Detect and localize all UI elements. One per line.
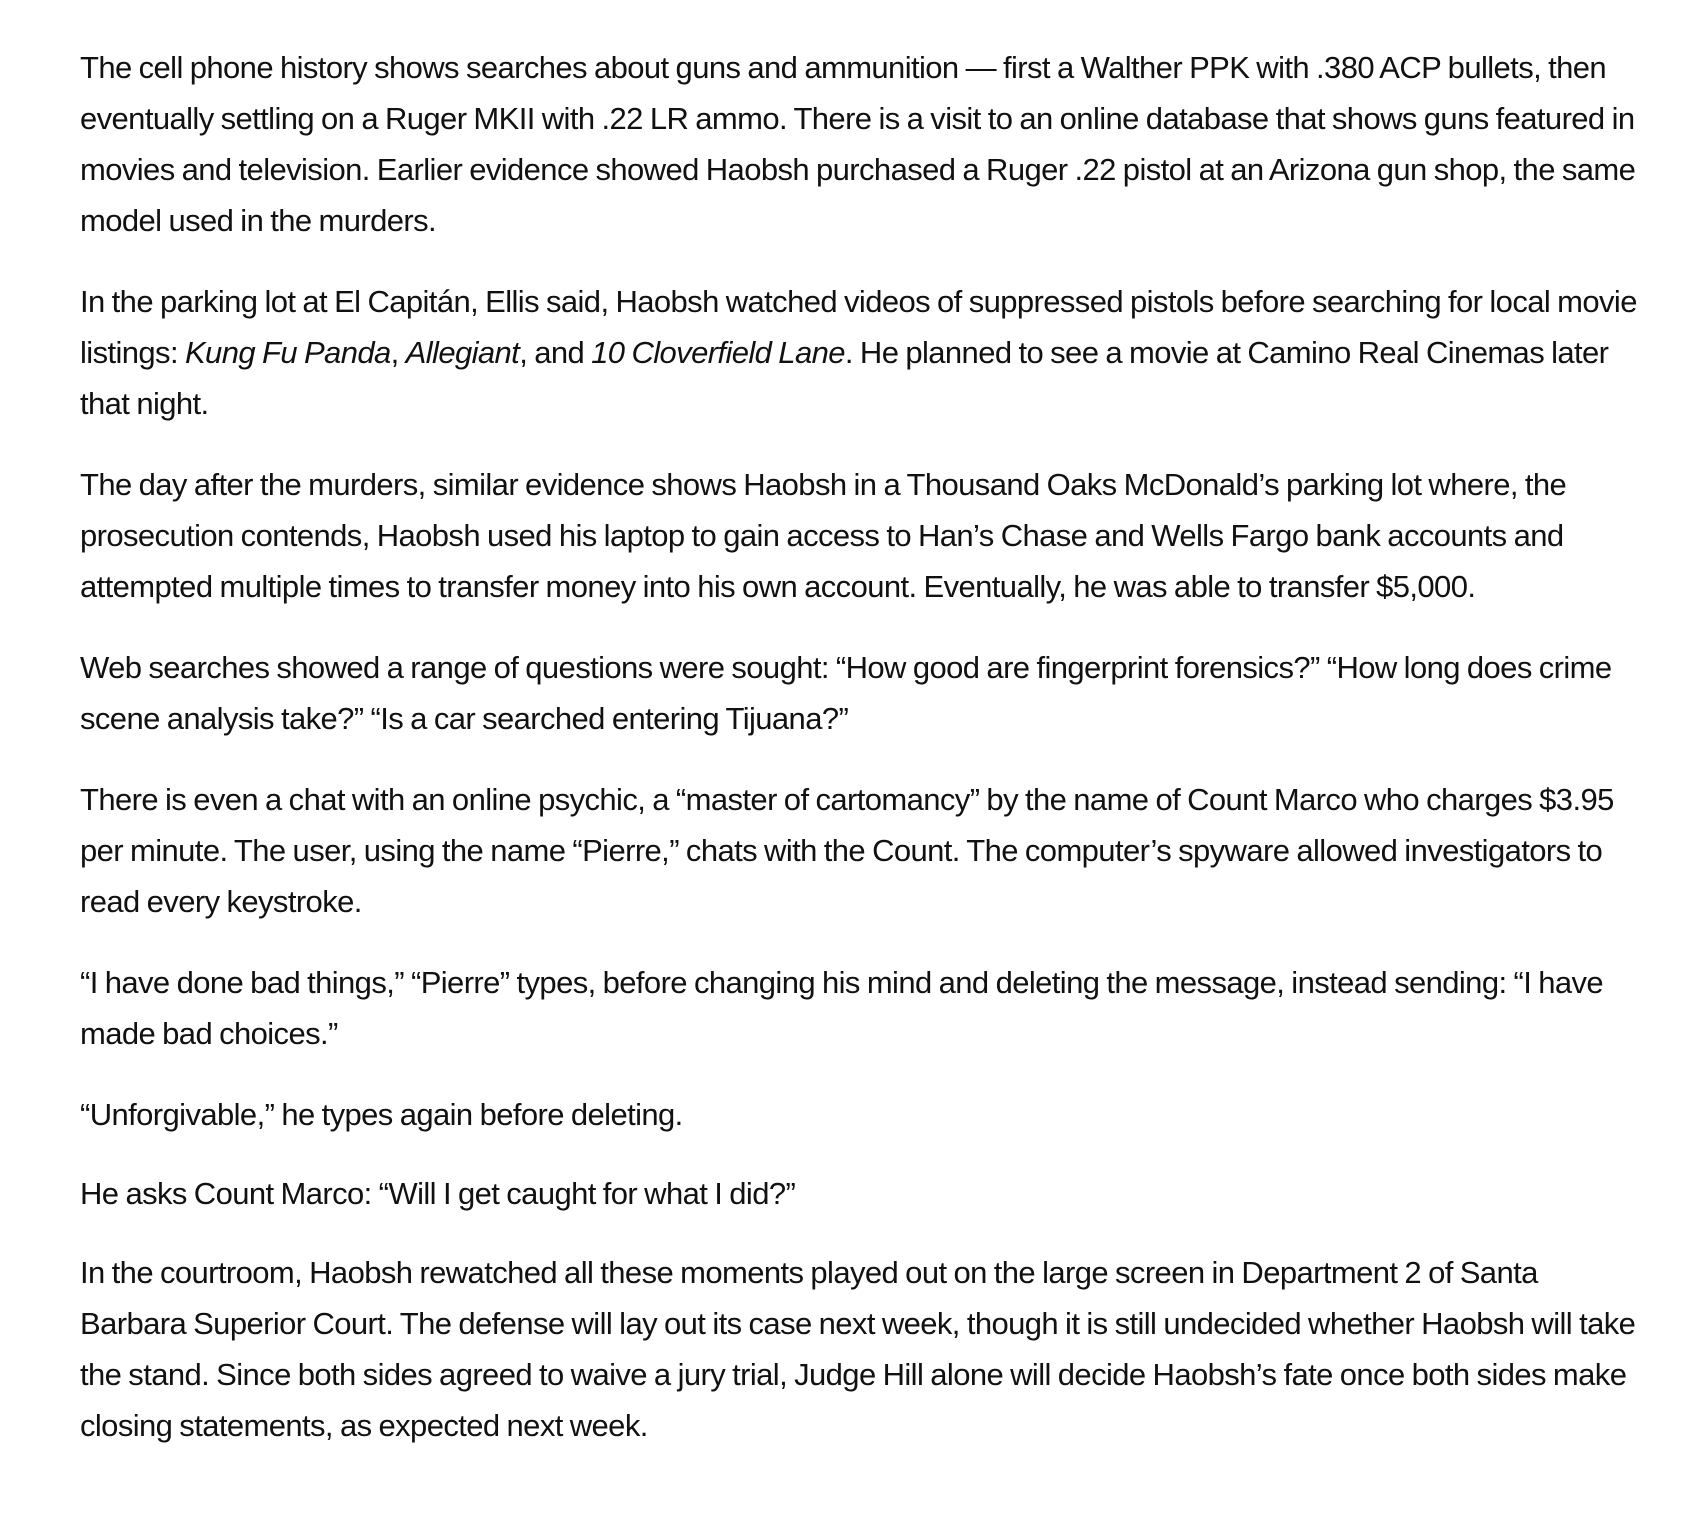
paragraph-psychic-chat: There is even a chat with an online psychic, a “master of cartomancy” by the name of Count Marco who charges $3.95 per minute. The user, using the name “Pierre,” chats with the Count. The computer’s spyware allowed investigators to read every keystroke. <box>80 782 1614 919</box>
paragraph-web-searches: Web searches showed a range of questions were sought: “How good are fingerprint forensics?” “How long does crime scene analysis take?” “Is a car searched entering Tijuana?” <box>80 650 1612 736</box>
paragraph-pierre-message: “I have done bad things,” “Pierre” types, before changing his mind and deleting the message, instead sending: “I have made bad choices.” <box>80 965 1604 1051</box>
paragraph-parking-lot-tail: . He planned to see a movie at Camino Real Cinemas later that night. <box>80 335 1609 421</box>
paragraph-parking-lot <box>80 276 1640 429</box>
paragraph-unforgivable: “Unforgivable,” he types again before deleting. <box>80 1097 683 1132</box>
paragraph-gun-searches: The cell phone history shows searches about guns and ammunition — first a Walther PPK with .380 ACP bullets, then eventually settling on a Ruger MKII with .22 LR ammo. There is a visit to an online database that shows guns featured in movies and television. Earlier evidence showed Haobsh purchased a Ruger .22 pistol at an Arizona gun shop, the same model used in the murders. <box>80 50 1636 238</box>
movie-title-allegiant: Allegiant <box>405 335 520 370</box>
article-body <box>80 42 1640 1481</box>
paragraph-count-marco-question: He asks Count Marco: “Will I get caught for what I did?” <box>80 1176 796 1211</box>
movie-title-10-cloverfield-lane: 10 Cloverfield Lane <box>591 335 845 370</box>
separator: , <box>390 335 406 370</box>
separator: , and <box>519 335 592 370</box>
paragraph-courtroom: In the courtroom, Haobsh rewatched all these moments played out on the large screen in Department 2 of Santa Barbara Superior Court. The defense will lay out its case next week, though it is still undecided whether Haobsh will take the stand. Since both sides agreed to waive a jury trial, Judge Hill alone will decide Haobsh’s fate once both sides make closing statements, as expected next week. <box>80 1255 1636 1443</box>
paragraph-bank-transfer: The day after the murders, similar evidence shows Haobsh in a Thousand Oaks McDonald’s parking lot where, the prosecution contends, Haobsh used his laptop to gain access to Han’s Chase and Wells Fargo bank accounts and attempted multiple times to transfer money into his own account. Eventually, he was able to transfer $5,000. <box>80 467 1567 604</box>
paragraph-parking-lot-lead: In the parking lot at El Capitán, Ellis said, Haobsh watched videos of suppressed pistols before searching for local movie listings: <box>80 284 1637 370</box>
movie-title-kung-fu-panda: Kung Fu Panda <box>184 335 391 370</box>
